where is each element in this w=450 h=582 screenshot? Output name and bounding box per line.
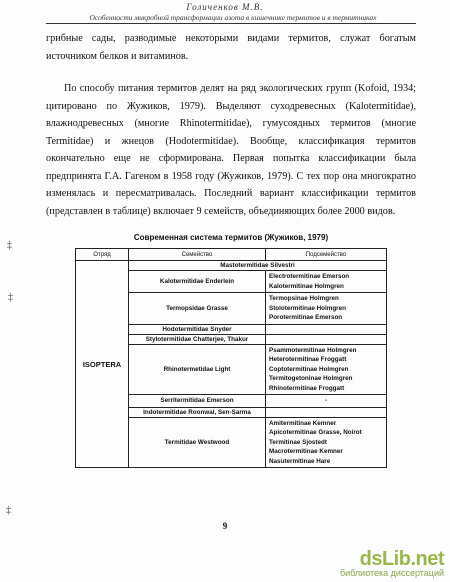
subfamily-cell: Amitermitinae Kemner Apicotermitinae Grasse, Noirot Termitinae Sjostedt Macrotermitinae Kemner Nasutermitinae Hare [266, 417, 387, 468]
subfamily-cell: Electrotermitinae Emerson Kalotermitinae Holmgren [266, 271, 387, 293]
paragraph-1: грибные сады, разводимые некоторыми видами термитов, служат богатым источником белков и витаминов. [46, 33, 416, 62]
watermark-logo: dsLib.net [359, 548, 444, 570]
family-cell: Termopsidae Grasse [129, 293, 266, 325]
col-header-subfamily: Подсемейство [266, 249, 387, 261]
termite-system-table [75, 248, 387, 468]
subfamily-cell: - [266, 395, 387, 408]
family-cell: Indotermitidae Roonwal, Sen-Sarma [129, 407, 266, 417]
page-number: 9 [222, 521, 228, 531]
subfamily-cell [266, 334, 387, 344]
order-cell: ISOPTERA [76, 261, 129, 468]
scan-mark: ‡ [6, 505, 11, 516]
header-rule [46, 23, 416, 24]
family-cell: Mastotermitidae Silvestri [129, 261, 387, 271]
running-header-title: Особенности микробной трансформации азота в кишечнике термитов и в термитниках [89, 13, 377, 22]
table-caption: Современная система термитов (Жужиков, 1979) [133, 233, 329, 242]
family-cell: Hodotermitidae Snyder [129, 324, 266, 334]
subfamily-cell: Psammotermitinae Holmgren Heterotermitinae Froggatt Coptotermitinae Holmgren Termitogetoninae Holmgren Rhinotermitinae Froggatt [266, 344, 387, 395]
col-header-order: Отряд [76, 249, 129, 261]
family-cell: Kalotermitidae Enderlein [129, 271, 266, 293]
family-cell: Serritermitidae Emerson [129, 395, 266, 408]
table-row [76, 261, 387, 271]
scan-mark: ‡ [7, 240, 12, 251]
table-header-row [76, 249, 387, 261]
subfamily-cell [266, 407, 387, 417]
subfamily-cell: Termopsinae Holmgren Stolotermitinae Holmgren Porotermitinae Emerson [266, 293, 387, 325]
family-cell: Stylotermitidae Chatterjee, Thakur [129, 334, 266, 344]
paragraph-2: По способу питания термитов делят на ряд экологических групп (Kofoid, 1934; цитировано по Жужиков, 1979). Выделяют суходревесных (Kalotermitidae), влажнодревесных (многие Rhinotermitidae), гумусоядных термитов (многие Termitidae) и жнецов (Hodotermitidae). Вообще, классификация термитов окончательно еще не сформирована. Первая попытка классификации была предпринята Г.А. Гагеном в 1958 году (Жужиков, 1979). С тех пор она многократно изменялась и пересматривалась. Последний вариант классификации термитов (представлен в таблице) включает 9 семейств, объединяющих более 2000 видов. [46, 83, 416, 217]
running-header-author: Голиченков М.В. [186, 2, 264, 12]
subfamily-cell [266, 324, 387, 334]
watermark-caption: библиотека диссертаций [339, 568, 444, 578]
family-cell: Rhinotermetidae Light [129, 344, 266, 395]
scan-mark: ‡ [8, 292, 13, 303]
col-header-family: Семейство [129, 249, 266, 261]
watermark [340, 548, 444, 578]
family-cell: Termitidae Westwood [129, 417, 266, 468]
